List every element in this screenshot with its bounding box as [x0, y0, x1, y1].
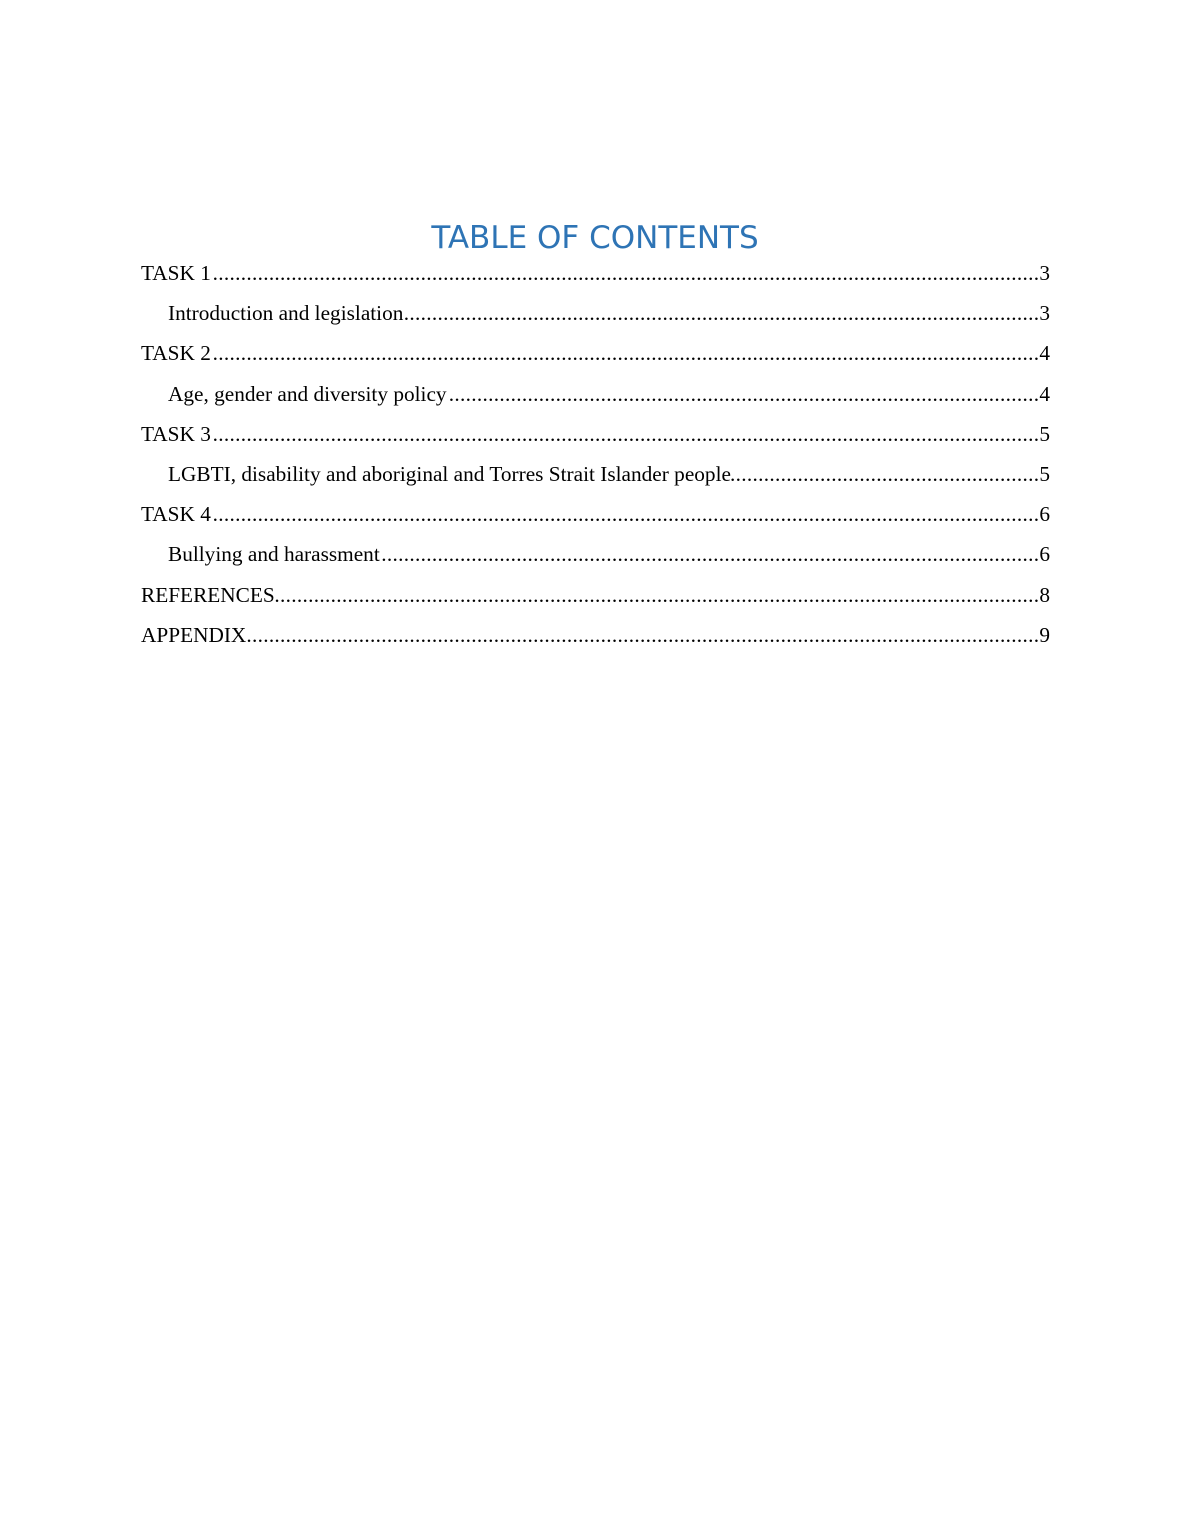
toc-dot-leader	[380, 537, 1040, 571]
toc-entry-text: TASK 1	[141, 261, 211, 285]
toc-entry-references[interactable]	[141, 578, 1050, 618]
toc-entry-text: TASK 3	[141, 421, 211, 446]
toc-entry-text: Bullying and harassment	[168, 542, 380, 567]
toc-entry-bullying[interactable]	[141, 537, 1050, 577]
toc-entry-lgbti[interactable]	[141, 457, 1050, 497]
toc-entry-text: Introduction and legislation	[168, 301, 404, 326]
toc-dot-leader	[211, 256, 1039, 290]
toc-list	[141, 256, 1050, 658]
toc-page-number: 4	[1039, 341, 1050, 366]
toc-dot-leader	[731, 457, 1039, 491]
toc-entry-task-2[interactable]	[141, 336, 1050, 376]
toc-dot-leader	[275, 578, 1040, 612]
toc-dot-leader	[403, 296, 1039, 330]
toc-entry-text: TASK 4	[141, 502, 211, 527]
toc-title: TABLE OF CONTENTS	[431, 220, 759, 256]
toc-page-number: 6	[1039, 542, 1050, 567]
toc-page-number: 9	[1039, 622, 1050, 647]
toc-entry-diversity-policy[interactable]	[141, 377, 1050, 417]
toc-dot-leader	[211, 417, 1039, 451]
toc-entry-task-1[interactable]	[141, 256, 1050, 296]
toc-entry-appendix[interactable]	[141, 618, 1050, 658]
toc-entry-text: LGBTI, disability and aboriginal and Torres Strait Islander people	[168, 461, 731, 486]
toc-entry-text: APPENDIX	[141, 622, 247, 647]
toc-dot-leader	[211, 336, 1039, 370]
toc-entry-text: Age, gender and diversity policy	[168, 381, 447, 406]
toc-entry-introduction[interactable]	[141, 296, 1050, 336]
toc-dot-leader	[447, 377, 1040, 411]
toc-page-number: 5	[1039, 461, 1050, 486]
toc-dot-leader	[211, 497, 1039, 531]
toc-entry-text: TASK 2	[141, 341, 211, 366]
toc-page-number: 4	[1039, 381, 1050, 406]
toc-page-number: 3	[1039, 301, 1050, 326]
toc-page-number: 3	[1039, 261, 1050, 285]
toc-page-number: 5	[1039, 421, 1050, 446]
toc-entry-task-4[interactable]	[141, 497, 1050, 537]
toc-page-number: 8	[1039, 582, 1050, 607]
toc-dot-leader	[246, 618, 1039, 652]
toc-page-number: 6	[1039, 502, 1050, 527]
toc-entry-text: REFERENCES	[141, 582, 275, 607]
toc-entry-task-3[interactable]	[141, 417, 1050, 457]
